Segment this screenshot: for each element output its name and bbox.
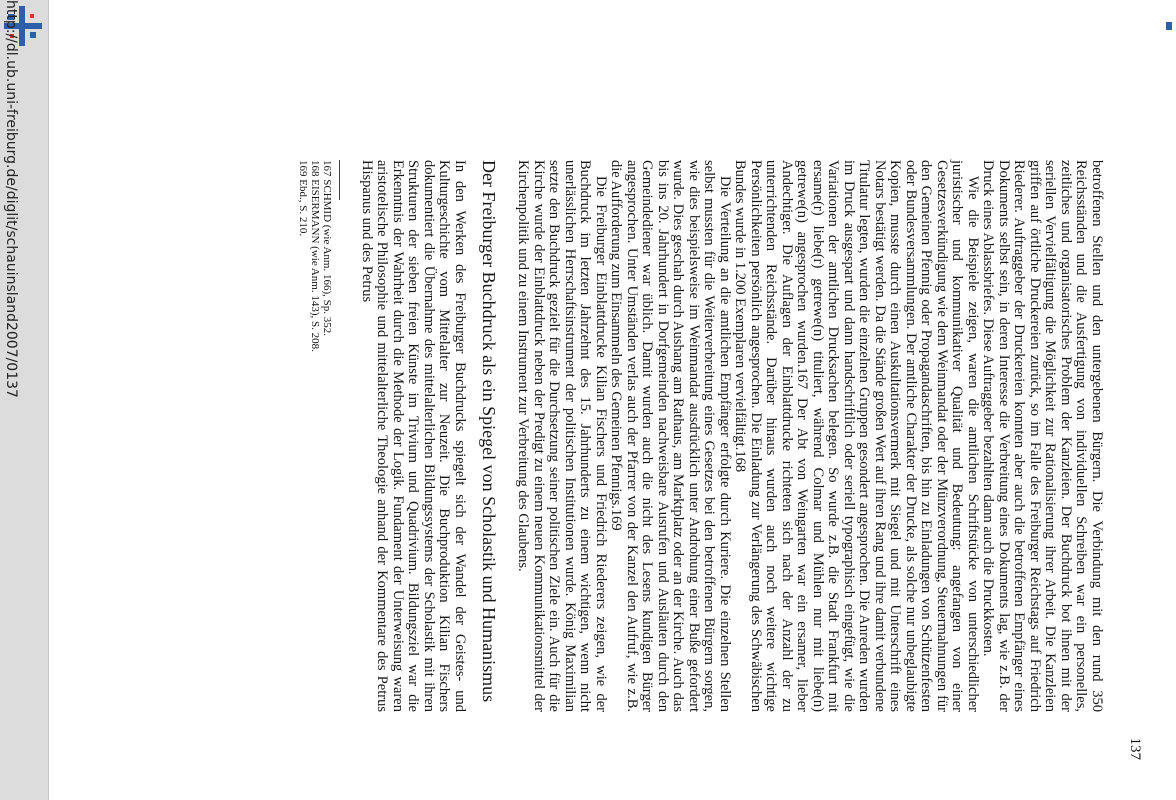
footnote: 168 EISERMANN (wie Anm. 143), S. 208. bbox=[309, 160, 322, 352]
footnotes bbox=[298, 160, 341, 712]
paragraph: Die Freiburger Einblattdrucke Kilian Fischers und Friedrich Riederers zeigen, wie der Buchdruck im letzten Jahrzehnt des 15. Jahrhunderts zu einem wichtigen, wenn nicht unerlässlichen Herrschaftsinstrument der politischen Institutionen wurde. König Maximilian setzte den Buchdruck gezielt für die Durchsetzung seiner politischen Ziele ein. Auch für die Kirche wurde der Einblattdruck neben der Predigt zu einem neuen Kommunikationsmittel der Kirchenpolitik und zu einem Instrument zur Verbreitung des Glaubens. bbox=[515, 160, 609, 712]
paragraph: Die Verteilung an die amtlichen Empfänger erfolgte durch Kuriere. Die einzelnen Stellen selbst mussten für die Weiterverbreitung eines Gesetzes bei den betroffenen Bürgern sorgen, wie dies beispielsweise im Weinmandat ausdrücklich unter Androhung einer Buße gefordert wurde. Dies geschah durch Aushang am Rathaus, am Marktplatz oder an der Kirche. Auch das bis ins 20. Jahrhundert in Dorfgemeinden nachweisbare Ausrufen und Ausläuten durch den Gemeindediener war üblich. Damit wurden auch die nicht des Lesens kundigen Bürger angesprochen. Unter Umständen verlas auch der Pfarrer von der Kanzel den Aufruf, wie z.B. die Aufforderung zum Einsammeln des Gemeinen Pfennigs.169 bbox=[608, 160, 733, 712]
source-url[interactable]: http://dl.ub.uni-freiburg.de/diglit/schauinsland2007/0137 bbox=[3, 0, 19, 398]
paragraph: In den Werken des Freiburger Buchdrucks spiegelt sich der Wandel der Geistes- und Kulturgeschichte vom Mittelalter zur Neuzeit. Die Buchproduktion Kilian Fischers dokumentiert die Übernahme des mittelalterlichen Bildungssystems der Scholastik mit ihren Strukturen der sieben freien Künste im Trivium und Quadrivium. Bildungsziel war die Erkenntnis der Wahrheit durch die Methode der Logik. Fundament der Unterweisung waren aristotelische Philosophie und mittelalterliche Theologie anhand der Kommentare des Petrus Hispanus und des Petrus bbox=[359, 160, 468, 712]
copyright-notice bbox=[0, 0, 2, 800]
footnote-divider bbox=[340, 160, 341, 200]
scanned-page-viewport bbox=[56, 0, 1176, 800]
section-heading: Der Freiburger Buchdruck als ein Spiegel von Scholastik und Humanismus bbox=[479, 160, 499, 703]
footnote: 167 SCHMID (wie Anm. 166), Sp. 352. bbox=[321, 160, 334, 337]
paragraph: betroffenen Stellen und den untergebenen Bürgern. Die Verbindung mit den rund 350 Reichsständen und die Ausfertigung von individuellen Schreiben war ein personelles, zeitliches und organisatorisches Problem der Kanzleien. Der Buchdruck bot ihnen mit der seriellen Vervielfältigung die Möglichkeit zur Rationalisierung ihrer Arbeit. Die Kanzleien griffen auf örtliche Druckereien zurück, so im Falle des Freiburger Reichstags auf Friedrich Riederer. Auftraggeber der Druckereien konnten aber auch die betroffenen Empfänger eines Dokuments selbst sein, in deren Interesse die Verbreitung eines Dokuments lag, wie z.B. der Druck eines Ablassbriefes. Diese Auftraggeber bezahlten dann auch die Druckkosten. bbox=[980, 160, 1105, 712]
scanned-page bbox=[56, 160, 1142, 800]
paragraph: Wie die Beispiele zeigen, waren die amtlichen Schriftstücke von unterschiedlicher juristischer und kommunikativer Qualität und Bedeutung: angefangen von einer Gesetzesverkündigung wie dem Weinmandat oder der Münzverordnung, Steuermahnungen für den Gemeinen Pfennig oder Propagandaschriften, bis hin zu Einladungen von Schützenfesten oder Bundesversammlungen. Der amtliche Charakter der Drucke, als solche nur unbeglaubigte Kopien, musste durch einen Auskultationsvermerk mit Siegel und mit Unterschrift eines Notars bestätigt werden. Da die Stände großen Wert auf ihren Rang und ihre damit verbundene Titulatur legten, wurden die einzelnen Gruppen gesondert angesprochen. Die Anreden wurden im Druck ausgespart und dann handschriftlich oder seriell typographisch eingefügt, wie die Variationen der amtlichen Drucksachen belegen. So wurde z.B. die Stadt Frankfurt mit ersame(r) liebe(r) getrewe(n) tituliert, während Colmar und Mühlen nur mit liebe(n) getrewe(n) angesprochen wurden.167 Der Abt von Weingarten war ein ersamer, lieber Andechtiger. Die Auflagen der Einblattdrucke richteten sich nach der Anzahl der zu unterrichtenden Reichsstände. Darüber hinaus wurden auch noch weitere wichtige Persönlichkeiten persönlich angesprochen. Die Einladung zur Verlängerung des Schwäbischen Bundes wurde in 1.200 Exemplaren vervielfältigt.168 bbox=[732, 160, 981, 712]
footnote: 169 Ebd., S. 210. bbox=[297, 160, 310, 237]
page-body bbox=[298, 160, 1105, 712]
source-attribution bbox=[0, 0, 20, 800]
page-number: 137 bbox=[1127, 737, 1143, 760]
